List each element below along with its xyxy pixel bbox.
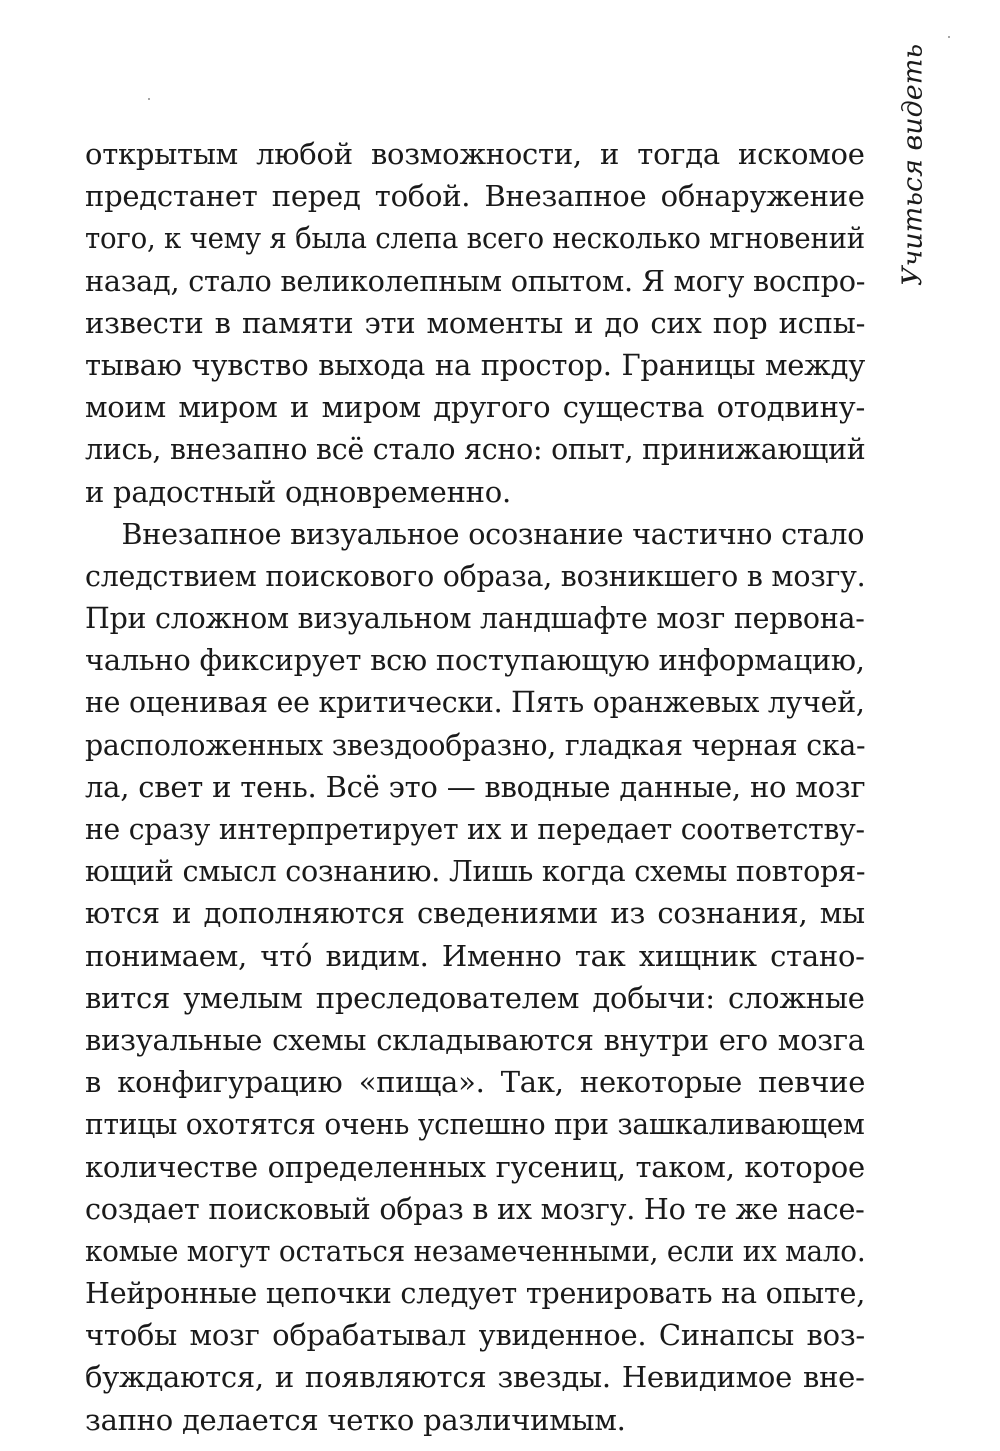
text-line: ются и дополняются сведениями из сознания, мы (85, 896, 865, 931)
text-line: птицы охотятся очень успешно при зашкаливающем (85, 1107, 865, 1142)
text-line: ла, свет и тень. Всё это — вводные данные, но мозг (85, 769, 866, 804)
text-line: в конфигурацию «пища». Так, некоторые певчие (85, 1065, 866, 1100)
text-line: понимаем, что́ видим. Именно так хищник стано- (85, 938, 865, 973)
text-line: следствием поискового образа, возникшего в мозгу. (85, 558, 866, 593)
text-line: комые могут остаться незамеченными, если их мало. (85, 1233, 866, 1268)
text-line: При сложном визуальном ландшафте мозг первона- (85, 601, 865, 636)
text-line: вится умелым преследователем добычи: сложные (85, 980, 865, 1015)
text-line: тываю чувство выхода на простор. Границы между (85, 347, 866, 382)
text-line: не оценивая ее критически. Пять оранжевых лучей, (85, 685, 865, 720)
text-line: Внезапное визуальное осознание частично стало (121, 516, 865, 551)
text-line: запно делается четко различимым. (85, 1402, 626, 1437)
text-line: извести в памяти эти моменты и до сих пор испы- (85, 305, 866, 340)
text-line: открытым любой возможности, и тогда искомое (85, 137, 865, 171)
text-line: чально фиксирует всю поступающую информацию, (85, 643, 865, 678)
text-line: предстанет перед тобой. Внезапное обнаружение (85, 179, 865, 214)
text-line: буждаются, и появляются звезды. Невидимое вне- (85, 1360, 865, 1395)
text-line: лись, внезапно всё стало ясно: опыт, принижающий (85, 432, 866, 467)
text-line: расположенных звездообразно, гладкая черная ска- (85, 727, 866, 762)
text-line: создает поисковый образ в их мозгу. Но те же насе- (85, 1191, 865, 1226)
text-line: чтобы мозг обрабатывал увиденное. Синапсы воз- (85, 1318, 865, 1353)
text-line: количестве определенных гусениц, таком, которое (85, 1149, 865, 1184)
running-head-text: Учиться видеть (897, 43, 929, 287)
text-line: Нейронные цепочки следует тренировать на опыте, (85, 1276, 866, 1311)
body-text (85, 133, 865, 1441)
print-speck (148, 98, 150, 100)
text-line: назад, стало великолепным опытом. Я могу воспро- (85, 263, 866, 298)
text-line: моим миром и миром другого существа отодвину- (85, 390, 866, 425)
running-head (896, 43, 930, 287)
print-speck (948, 36, 950, 38)
text-line: и радостный одновременно. (85, 474, 511, 509)
text-line: визуальные схемы складываются внутри его мозга (85, 1022, 865, 1057)
text-line: не сразу интерпретирует их и передает соответству- (85, 812, 865, 846)
text-line: ющий смысл сознанию. Лишь когда схемы повторя- (85, 854, 866, 889)
text-line: того, к чему я была слепа всего несколько мгновений (85, 221, 865, 256)
